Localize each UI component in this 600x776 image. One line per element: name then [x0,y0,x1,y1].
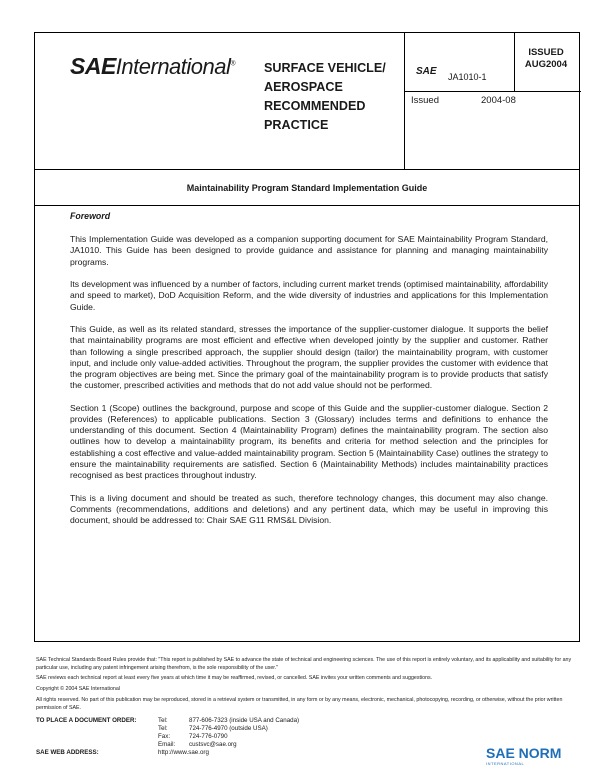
contact-key: Tel: [158,717,168,724]
sae-international-logo: SAEInternational® [70,53,236,79]
legal-footer [36,657,581,715]
footer-note: SAE Technical Standards Board Rules provide that: "This report is published by SAE to advance the state of technical and engineering sciences. The use of this report is entirely voluntary, and its applicability and suitability for any particular use, including any patent infringement arising therefrom, is the sole responsibility of the user." [36,657,572,671]
document-title: Maintainability Program Standard Implementation Guide [186,183,428,193]
issued-status-box [514,47,578,71]
web-link[interactable]: http://www.sae.org [158,749,209,756]
footer-note: All rights reserved. No part of this publication may be reproduced, stored in a retrieval system or transmitted, in any form or by any means, electronic, mechanical, photocopying, recording, or otherwise, without the prior written permission of SAE. [36,696,563,711]
contact-value: 724-776-0790 [189,733,228,740]
doc-type-line: SURFACE VEHICLE/ [264,61,386,75]
issued-status-date: AUG2004 [524,59,568,70]
sae-small-logo: SAE [416,66,437,77]
body-paragraph: This Guide, as well as its related standard, stresses the importance of the supplier-customer dialogue. It supports the belief that maintainability programs are most efficient and effective when developed jointly by the supplier and customer. Rather than following a single prescribed approach, the supplier should design (tailor) the maintainability program, with customer input, and include only value-added activities. Throughout the program, the supplier provides the customer with evidence that the program objectives are being met. Since the primary goal of the maintainability program is to provide products that satisfy the customer, prescribed activities and methods that do not add value should not be performed. [70,324,548,391]
document-body [70,211,548,538]
footer-note: Copyright © 2004 SAE International [36,686,120,693]
section-heading: Foreword [70,211,111,221]
document-type [264,59,414,135]
email-link[interactable]: custsvc@sae.org [189,741,237,748]
doc-type-line: AEROSPACE [264,80,343,94]
order-label: TO PLACE A DOCUMENT ORDER: [36,717,137,724]
contact-key: Email: [158,741,176,748]
body-paragraph: Its development was influenced by a number of factors, including current market trends (optimised maintainability, affordability and speed to market), DoD Acquisition Reform, and the wide diversity of industries and applications for this Implementation Guide. [70,279,548,312]
issued-date: 2004-08 [481,95,516,106]
contact-value: 724-776-4970 (outside USA) [189,725,268,732]
contact-key: Tel: [158,725,168,732]
issued-status: ISSUED [528,47,564,58]
issued-label: Issued [411,95,439,106]
web-label: SAE WEB ADDRESS: [36,749,99,756]
footer-note: SAE reviews each technical report at least every five years at which time it may be reaffirmed, revised, or cancelled. SAE invites your written comments and suggestions. [36,675,433,682]
contact-key: Fax: [158,733,171,740]
document-number: JA1010-1 [448,72,487,82]
document-frame [34,32,580,642]
sae-norm-watermark: SAE NORM INTERNATIONAL [486,745,562,766]
body-paragraph: Section 1 (Scope) outlines the background, purpose and scope of this Guide and the supplier-customer dialogue. Section 2 provides (References) to applicable publications. Section 3 (Glossary) includes terms and definitions to enhance the understanding of this document. Section 4 (Maintainability Program) defines the maintainability program. The section also outlines how to develop a maintainability program, its benefits and criteria for method selection and the principles for establishing a cost effective and value-added maintainability program. Section 5 (Maintainability Case) outlines the strategy to ensure the maintainability requirements are satisfied. Section 6 (Maintainability Methods) includes maintainability practices recognised as best practices throughout industry. [70,402,548,481]
contact-value: 877-606-7323 (inside USA and Canada) [189,717,300,724]
body-paragraph: This is a living document and should be treated as such, therefore technology changes, this document may also change. Comments (recommendations, additions and deletions) and any pertinent data, which may be useful in improving this document, should be addressed to: Chair SAE G11 RMS&L Division. [70,492,548,526]
title-divider [35,205,579,206]
body-paragraph: This Implementation Guide was developed as a companion supporting document for SAE Maintainability Program Standard, JA1010. This Guide has been designed to provide guidance and assistance for planning and managing maintainability programs. [70,234,548,267]
issued-row-divider [404,91,581,92]
header-divider [35,169,579,170]
doc-type-line: PRACTICE [264,118,329,132]
doc-type-line: RECOMMENDED [264,99,366,113]
